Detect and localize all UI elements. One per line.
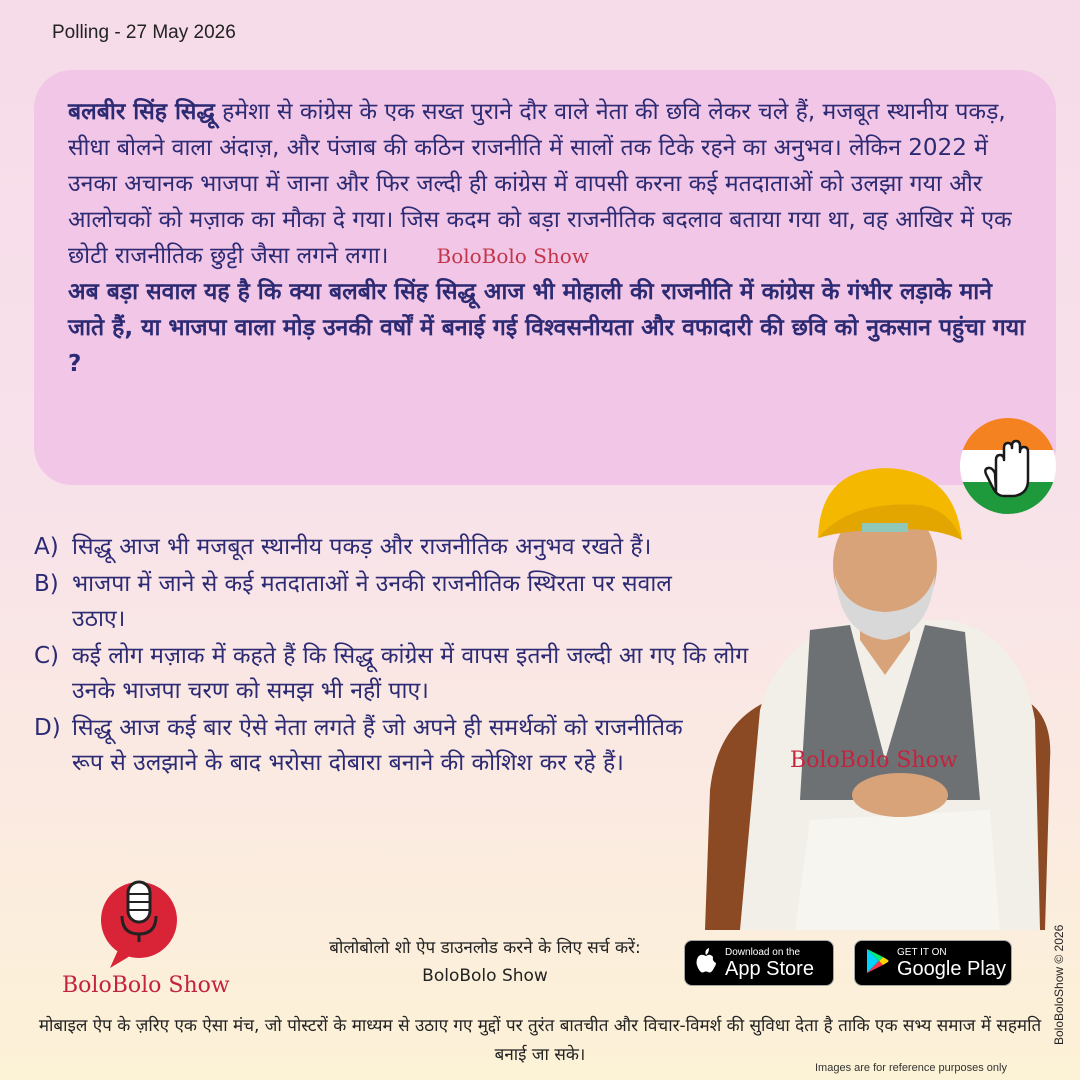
poll-options <box>34 530 754 783</box>
option-letter: C) <box>34 643 60 669</box>
option-d[interactable] <box>34 711 754 781</box>
brand-name: BoloBolo Show <box>62 973 230 998</box>
option-c[interactable] <box>34 639 754 709</box>
option-a[interactable] <box>34 530 754 565</box>
image-watermark: BoloBolo Show <box>790 748 958 773</box>
option-text: कई लोग मज़ाक में कहते हैं कि सिद्धू कांग्रेस में वापस इतनी जल्दी आ गए कि लोग उनके भाजपा चरण को समझ भी नहीं पाए। <box>72 643 749 704</box>
app-store-button[interactable] <box>684 940 834 986</box>
option-text: सिद्धू आज भी मजबूत स्थानीय पकड़ और राजनीतिक अनुभव रखते हैं। <box>72 534 652 560</box>
watermark-text: BoloBolo Show <box>436 244 589 268</box>
apple-icon <box>695 948 717 978</box>
app-store-sub: Download on the <box>725 946 801 958</box>
download-line-2: BoloBolo Show <box>422 966 548 986</box>
microphone-icon <box>98 872 180 972</box>
download-line-1: बोलोबोलो शो ऐप डाउनलोड करने के लिए सर्च करें: <box>329 938 641 958</box>
google-play-icon <box>865 948 889 978</box>
app-store-label: App Store <box>725 957 814 980</box>
polling-date: Polling - 27 May 2026 <box>52 22 236 43</box>
google-play-sub: GET IT ON <box>897 946 947 958</box>
option-letter: A) <box>34 534 59 560</box>
leader-name: बलबीर सिंह सिद्धू <box>68 99 215 125</box>
poll-question: अब बड़ा सवाल यह है कि क्या बलबीर सिंह सिद्धू आज भी मोहाली की राजनीति में कांग्रेस के गंभीर लड़ाके माने जाते हैं, या भाजपा वाला मोड़ उनकी वर्षों में बनाई गई विश्वसनीयता और वफादारी की छवि को नुकसान पहुंचा गया ? <box>68 279 1026 377</box>
description-paragraph <box>68 94 1026 274</box>
download-instructions <box>290 934 680 990</box>
option-b[interactable] <box>34 567 754 637</box>
disclaimer-text: Images are for reference purposes only <box>815 1062 1007 1074</box>
question-card <box>34 70 1056 485</box>
option-letter: D) <box>34 715 61 741</box>
description-text: हमेशा से कांग्रेस के एक सख्त पुराने दौर वाले नेता की छवि लेकर चले हैं, मजबूत स्थानीय पकड़, सीधा बोलने वाला अंदाज़, और पंजाब की कठिन राजनीति में सालों तक टिके रहने का अनुभव। लेकिन 2022 में उनका अचानक भाजपा में जाना और फिर जल्दी ही कांग्रेस में वापसी करना कई मतदाताओं को उलझा गया और आलोचकों को मज़ाक का मौका दे गया। जिस कदम को बड़ा राजनीतिक बदलाव बताया गया था, वह आखिर में एक छोटी राजनीतिक छुट्टी जैसा लगने लगा। <box>68 99 1012 269</box>
footer-description: मोबाइल ऐप के ज़रिए एक ऐसा मंच, जो पोस्टरों के माध्यम से उठाए गए मुद्दों पर तुरंत बातचीत और विचार-विमर्श की सुविधा देता है ताकि एक सभ्य समाज में सहमति बनाई जा सके। <box>38 1016 1042 1065</box>
option-text: सिद्धू आज कई बार ऐसे नेता लगते हैं जो अपने ही समर्थकों को राजनीतिक रूप से उलझाने के बाद भरोसा दोबारा बनाने की कोशिश कर रहे हैं। <box>72 715 683 776</box>
copyright-text: BoloBoloShow © 2026 <box>1052 924 1066 1045</box>
google-play-label: Google Play <box>897 957 1006 980</box>
google-play-button[interactable] <box>854 940 1012 986</box>
option-letter: B) <box>34 571 59 597</box>
option-text: भाजपा में जाने से कई मतदाताओं ने उनकी राजनीतिक स्थिरता पर सवाल उठाए। <box>72 571 672 632</box>
leader-portrait <box>700 460 1070 930</box>
